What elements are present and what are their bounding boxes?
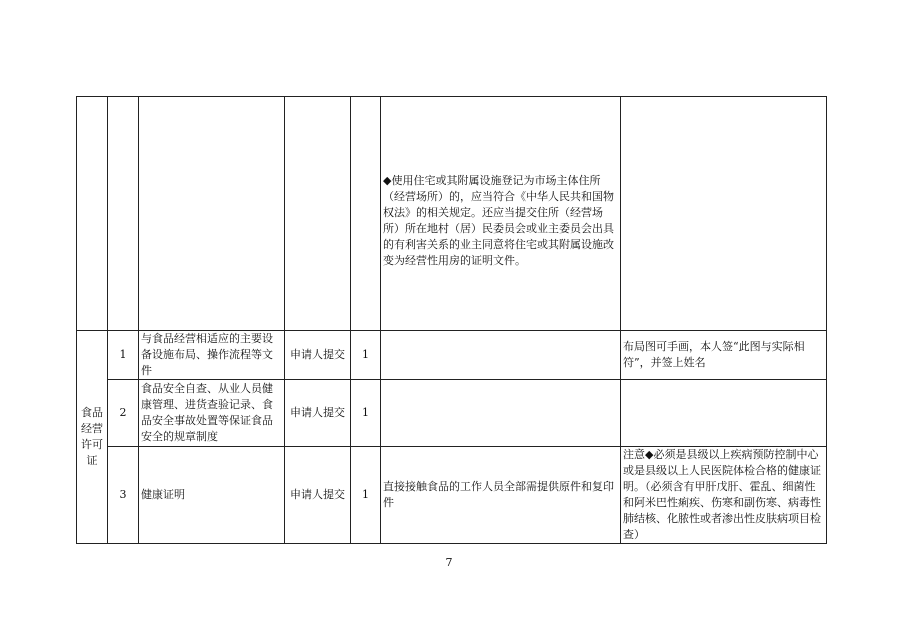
table-row — [77, 331, 827, 380]
requirement-text — [381, 331, 621, 380]
category-label: 食品经营许可证 — [81, 406, 103, 467]
page-number: 7 — [445, 556, 453, 569]
material-name: 食品安全自查、从业人员健康管理、进货查验记录、食品安全事故处置等保证食品安全的规章制度 — [139, 380, 285, 447]
number-cell-continued — [108, 97, 139, 331]
source-cell-continued — [285, 97, 351, 331]
row-number: 3 — [108, 447, 139, 544]
copies-cell-continued — [351, 97, 381, 331]
remark-text: 注意◆必须是县级以上疾病预防控制中心或是县级以上人民医院体检合格的健康证明。（必须含有甲肝戊肝、霍乱、细菌性和阿米巴性痢疾、伤寒和副伤寒、病毒性肺结核、化脓性或者渗出性皮肤病项目检查） — [621, 447, 827, 544]
row-number: 1 — [108, 331, 139, 380]
requirements-table — [76, 96, 827, 544]
source-text: 申请人提交 — [285, 331, 351, 380]
category-cell — [77, 331, 108, 544]
requirement-note-cell — [381, 97, 621, 331]
source-text: 申请人提交 — [285, 447, 351, 544]
remark-text — [621, 380, 827, 447]
requirement-text — [381, 380, 621, 447]
category-cell-continued — [77, 97, 108, 331]
remark-cell-continued — [621, 97, 827, 331]
requirement-note: ◆使用住宅或其附属设施登记为市场主体住所（经营场所）的，应当符合《中华人民共和国物权法》的相关规定。还应当提交住所（经营场所）所在地村（居）民委员会或业主委员会出具的有利害关系的业主同意将住宅或其附属设施改变为经营性用房的证明文件。 — [383, 173, 614, 267]
material-name: 健康证明 — [139, 447, 285, 544]
copies-count: 1 — [351, 380, 381, 447]
source-text: 申请人提交 — [285, 380, 351, 447]
copies-count: 1 — [351, 447, 381, 544]
table-row — [77, 380, 827, 447]
table-row — [77, 447, 827, 544]
table-row-continuation — [77, 97, 827, 331]
copies-count: 1 — [351, 331, 381, 380]
material-name: 与食品经营相适应的主要设备设施布局、操作流程等文件 — [139, 331, 285, 380]
requirement-text: 直接接触食品的工作人员全部需提供原件和复印件 — [381, 447, 621, 544]
remark-text: 布局图可手画，本人签“此图与实际相符”，并签上姓名 — [621, 331, 827, 380]
material-cell-continued — [139, 97, 285, 331]
row-number: 2 — [108, 380, 139, 447]
